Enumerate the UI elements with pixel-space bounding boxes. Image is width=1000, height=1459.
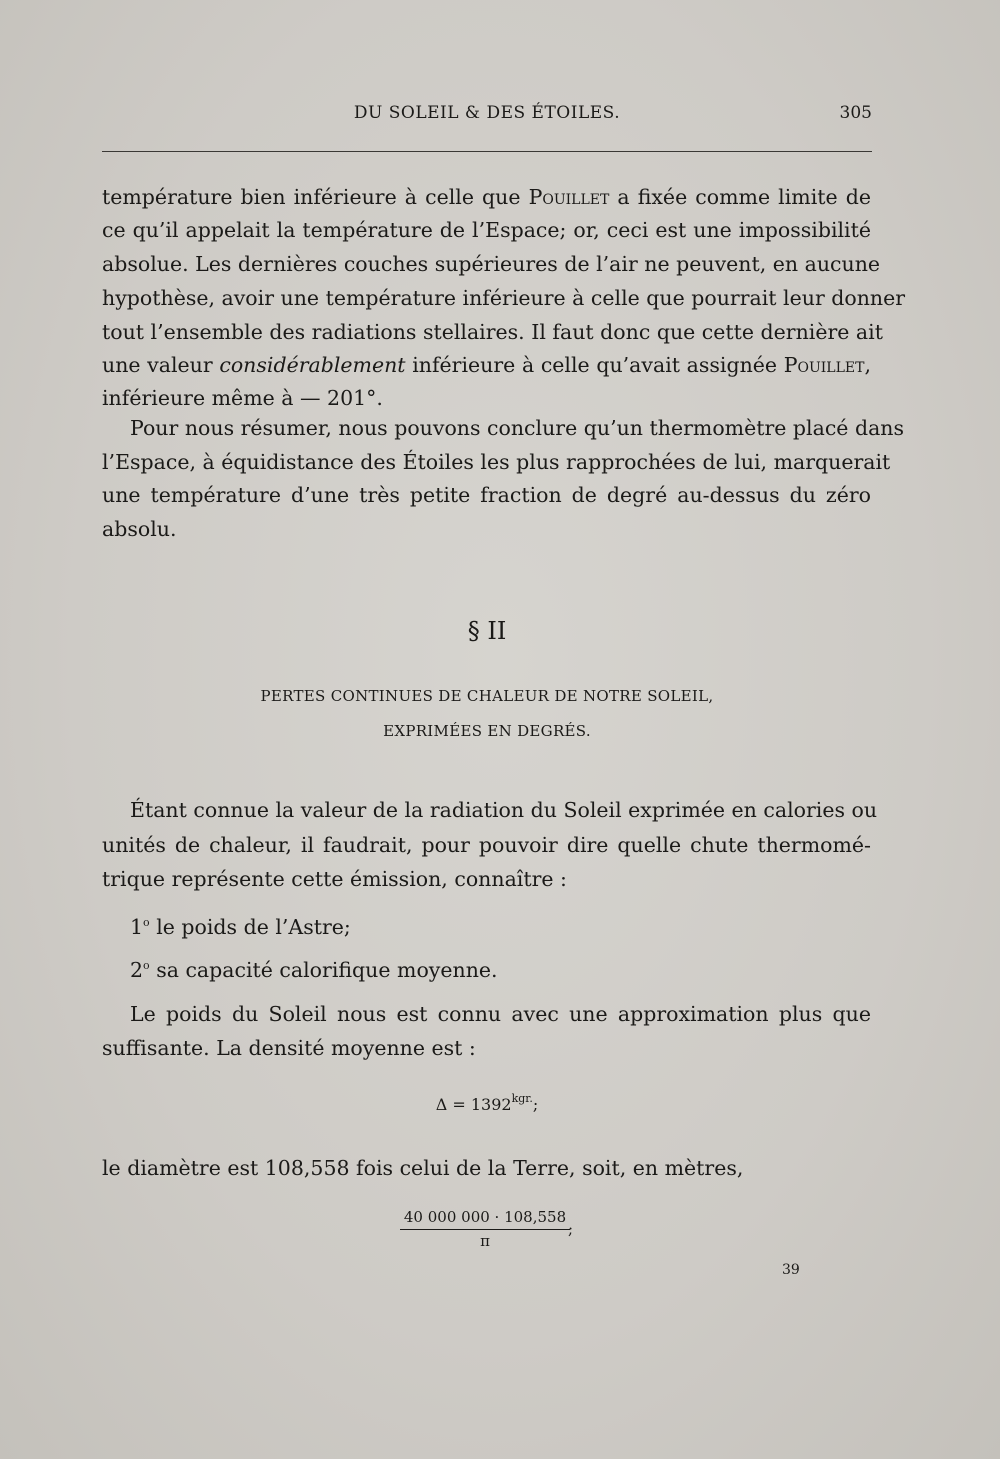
- formula-punctuation: ;: [568, 1220, 574, 1238]
- text-line: suffisante. La densité moyenne est :: [102, 1036, 476, 1060]
- text-line: Pour nous résumer, nous pouvons conclure qu’un thermomètre placé dans: [130, 416, 905, 440]
- text-line: trique représente cette émission, connaître :: [102, 867, 567, 891]
- section-heading: § II: [467, 617, 507, 645]
- text-line: ce qu’il appelait la température de l’Espace; or, ceci est une impossibilité: [102, 218, 871, 242]
- text-line: une température d’une très petite fraction de degré au-dessus du zéro: [102, 483, 871, 507]
- text-line: tout l’ensemble des radiations stellaires. Il faut donc que cette dernière ait: [102, 320, 883, 344]
- text-line: absolu.: [102, 517, 177, 541]
- diameter-formula: [400, 1208, 570, 1250]
- fraction-denominator: π: [480, 1232, 490, 1250]
- list-item: 2$^o$ sa capacité calorifique moyenne.: [130, 958, 498, 982]
- text-line: Étant connue la valeur de la radiation du Soleil exprimée en calories ou: [130, 798, 878, 822]
- page-number: 305: [839, 103, 872, 123]
- text-line: hypothèse, avoir une température inférieure à celle que pourrait leur donner: [102, 286, 906, 310]
- text-line: température bien inférieure à celle que Pouillet a fixée comme limite de: [102, 185, 871, 209]
- text-line: l’Espace, à équidistance des Étoiles les plus rapprochées de lui, marquerait: [102, 450, 891, 474]
- text-line: absolue. Les dernières couches supérieures de l’air ne peuvent, en aucune: [102, 252, 881, 276]
- fraction-numerator: 40 000 000 · 108,558: [400, 1208, 570, 1230]
- signature-mark: 39: [782, 1262, 800, 1278]
- header-rule: [102, 151, 872, 152]
- text-line: Le poids du Soleil nous est connu avec une approximation plus que: [130, 1002, 871, 1026]
- running-title: DU SOLEIL & DES ÉTOILES.: [353, 103, 621, 123]
- text-line: inférieure même à — 201°.: [102, 386, 383, 410]
- text-line: une valeur considérablement inférieure à celle qu’avait assignée Pouillet,: [102, 353, 871, 377]
- density-formula: $\Delta = 1392^{kgr.}$;: [435, 1092, 539, 1114]
- text-line: unités de chaleur, il faudrait, pour pouvoir dire quelle chute thermomé-: [102, 833, 871, 857]
- list-item: 1$^o$ le poids de l’Astre;: [130, 915, 351, 939]
- section-title-line: PERTES CONTINUES DE CHALEUR DE NOTRE SOLEIL,: [260, 687, 714, 705]
- text-line: le diamètre est 108,558 fois celui de la Terre, soit, en mètres,: [102, 1156, 744, 1180]
- page-header: [102, 103, 872, 131]
- author-name: Pouillet: [528, 185, 610, 209]
- author-name: Pouillet: [783, 353, 865, 377]
- emphasis: considérablement: [219, 353, 406, 377]
- section-title-line: EXPRIMÉES EN DEGRÉS.: [383, 722, 591, 740]
